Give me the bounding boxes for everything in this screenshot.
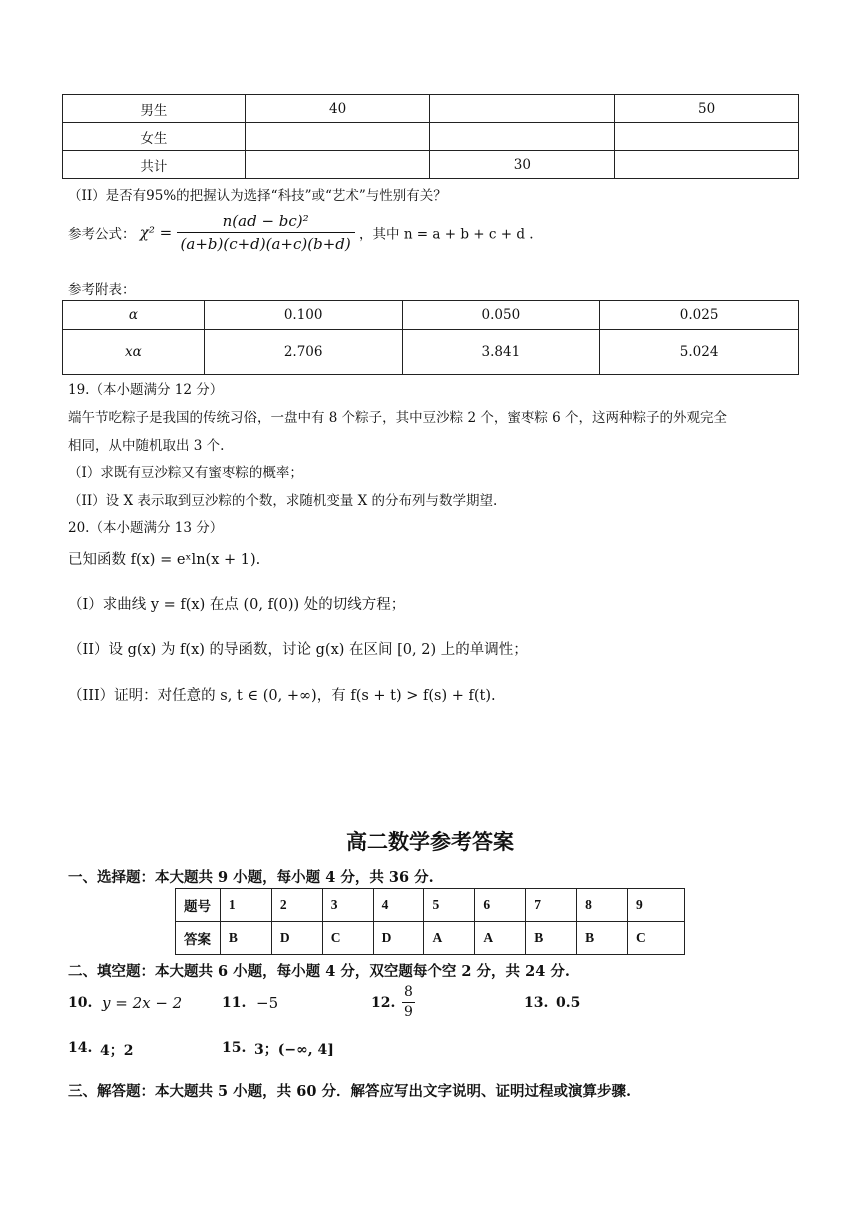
row-label: 女生 bbox=[63, 123, 246, 151]
choice-answer-table bbox=[175, 888, 685, 955]
table-cell: 30 bbox=[430, 151, 615, 179]
table-cell: 0.025 bbox=[600, 301, 799, 330]
section2-heading: 二、填空题：本大题共 6 小题，每小题 4 分，双空题每个空 2 分，共 24 分. bbox=[68, 963, 570, 980]
table-row bbox=[63, 301, 799, 330]
choice-question-number: 1 bbox=[220, 889, 271, 922]
table-cell: 0.050 bbox=[402, 301, 600, 330]
answer-12-numerator: 8 bbox=[402, 983, 415, 1003]
choice-question-number: 6 bbox=[475, 889, 526, 922]
q19-part2: （II）设 X 表示取到豆沙粽的个数，求随机变量 X 的分布列与数学期望. bbox=[68, 493, 498, 509]
q20-header: 20.（本小题满分 13 分） bbox=[68, 520, 224, 536]
choice-question-number: 9 bbox=[628, 889, 685, 922]
choice-answer: B bbox=[577, 922, 628, 955]
choice-answer: C bbox=[628, 922, 685, 955]
formula-tail: ，其中 n = a + b + c + d . bbox=[359, 226, 534, 243]
formula-denominator: (a+b)(c+d)(a+c)(b+d) bbox=[180, 235, 351, 253]
choice-answer-label: 答案 bbox=[176, 922, 221, 955]
q19-part1: （I）求既有豆沙粽又有蜜枣粽的概率； bbox=[68, 465, 303, 481]
choice-question-number: 7 bbox=[526, 889, 577, 922]
table-cell bbox=[430, 95, 615, 123]
table-row bbox=[176, 889, 685, 922]
table-row bbox=[63, 123, 799, 151]
choice-question-number: 2 bbox=[271, 889, 322, 922]
alpha-header: α bbox=[63, 301, 205, 330]
formula-fraction bbox=[177, 212, 355, 253]
table-cell: 2.706 bbox=[204, 330, 402, 375]
answer-15-number: 15. bbox=[222, 1040, 247, 1056]
answer-15: 3；(−∞, 4] bbox=[254, 1042, 334, 1058]
q19-body-line1: 端午节吃粽子是我国的传统习俗，一盘中有 8 个粽子，其中豆沙粽 2 个，蜜枣粽 6 个，这两种粽子的外观完全 bbox=[68, 410, 728, 426]
table-cell: 40 bbox=[245, 95, 430, 123]
gender-table bbox=[62, 94, 799, 179]
answer-14: 4；2 bbox=[100, 1043, 134, 1059]
reference-formula bbox=[68, 212, 534, 253]
formula-numerator: n(ad − bc)² bbox=[177, 212, 355, 233]
section1-heading: 一、选择题：本大题共 9 小题，每小题 4 分，共 36 分. bbox=[68, 869, 434, 886]
table-cell bbox=[615, 123, 799, 151]
choice-question-number: 5 bbox=[424, 889, 475, 922]
table-cell bbox=[430, 123, 615, 151]
q20-part2: （II）设 g(x) 为 f(x) 的导函数，讨论 g(x) 在区间 [0, 2) 上的单调性； bbox=[68, 642, 528, 658]
q19-body-line2: 相同，从中随机取出 3 个. bbox=[68, 438, 225, 454]
answer-12-number: 12. bbox=[371, 995, 396, 1011]
table-cell bbox=[615, 151, 799, 179]
x-alpha-header: xα bbox=[63, 330, 205, 375]
choice-head-label: 题号 bbox=[176, 889, 221, 922]
formula-label: 参考公式： bbox=[68, 226, 136, 243]
table-cell bbox=[245, 123, 430, 151]
q19-header: 19.（本小题满分 12 分） bbox=[68, 382, 224, 398]
table-cell: 50 bbox=[615, 95, 799, 123]
answer-11: −5 bbox=[256, 994, 279, 1012]
answer-13: 0.5 bbox=[556, 995, 581, 1011]
answer-12-fraction bbox=[402, 983, 415, 1022]
choice-question-number: 3 bbox=[322, 889, 373, 922]
choice-answer: A bbox=[475, 922, 526, 955]
answers-title: 高二数学参考答案 bbox=[346, 830, 514, 854]
answer-11-number: 11. bbox=[222, 995, 247, 1011]
choice-answer: C bbox=[322, 922, 373, 955]
table-row bbox=[63, 95, 799, 123]
table-cell: 3.841 bbox=[402, 330, 600, 375]
q20-part3: （III）证明：对任意的 s, t ∈ (0, +∞)，有 f(s + t) > f(s) + f(t). bbox=[68, 688, 496, 704]
table-cell: 0.100 bbox=[204, 301, 402, 330]
q20-part1: （I）求曲线 y = f(x) 在点 (0, f(0)) 处的切线方程； bbox=[68, 597, 406, 613]
choice-answer: D bbox=[373, 922, 424, 955]
answer-10: y = 2x − 2 bbox=[102, 994, 183, 1012]
appendix-label: 参考附表： bbox=[68, 282, 136, 298]
answer-14-number: 14. bbox=[68, 1040, 93, 1056]
answer-12-denominator: 9 bbox=[404, 1004, 413, 1020]
choice-question-number: 4 bbox=[373, 889, 424, 922]
table-row bbox=[176, 922, 685, 955]
choice-answer: A bbox=[424, 922, 475, 955]
answer-13-number: 13. bbox=[524, 995, 549, 1011]
table-row bbox=[63, 151, 799, 179]
table-cell bbox=[245, 151, 430, 179]
q18-part2: （II）是否有95%的把握认为选择“科技”或“艺术”与性别有关？ bbox=[68, 188, 447, 204]
row-label: 男生 bbox=[63, 95, 246, 123]
table-cell: 5.024 bbox=[600, 330, 799, 375]
choice-answer: B bbox=[526, 922, 577, 955]
choice-question-number: 8 bbox=[577, 889, 628, 922]
choice-answer: B bbox=[220, 922, 271, 955]
formula-lhs: χ² = bbox=[139, 223, 173, 242]
answer-10-number: 10. bbox=[68, 995, 93, 1011]
chi-square-table bbox=[62, 300, 799, 375]
section3-heading: 三、解答题：本大题共 5 小题，共 60 分．解答应写出文字说明、证明过程或演算步骤. bbox=[68, 1083, 632, 1100]
table-row bbox=[63, 330, 799, 375]
row-label: 共计 bbox=[63, 151, 246, 179]
q20-given: 已知函数 f(x) = eˣln(x + 1). bbox=[68, 552, 261, 568]
choice-answer: D bbox=[271, 922, 322, 955]
